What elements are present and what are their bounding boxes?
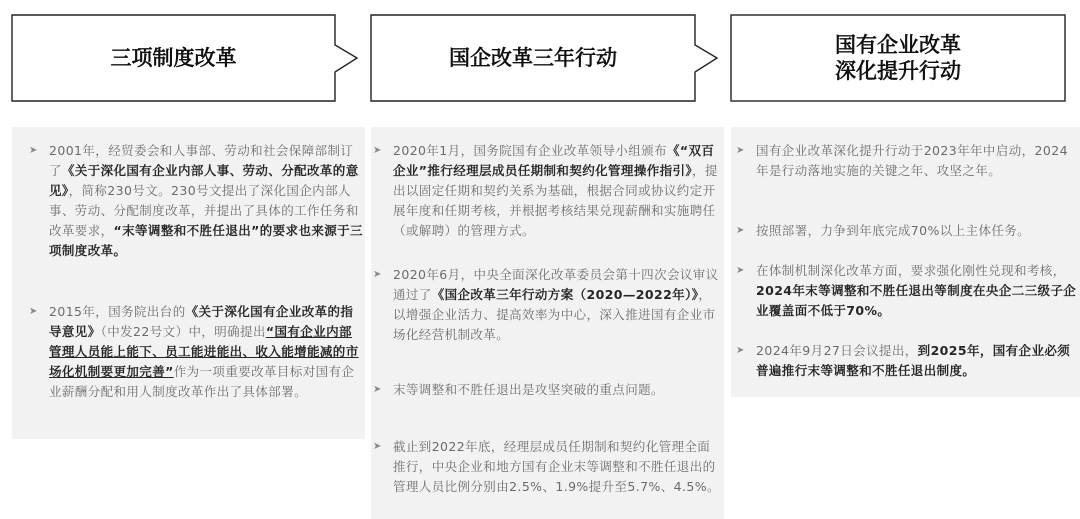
- triangle-bullet-icon: ➤: [373, 145, 382, 156]
- bullet-text-segment: 2024年9月27日会议提出，: [756, 343, 918, 358]
- bullet-text-emphasis: 2024年末等调整和不胜任退出等制度在央企二三级子企业覆盖面不低于70%。: [756, 283, 1077, 318]
- bullet-text-emphasis: 《国企改革三年行动方案（2020—2022年）》: [431, 287, 699, 302]
- bullet-text-segment: 2001年，经贸委会和人事部、劳动和社会保障部制订了: [49, 143, 354, 178]
- bullet-text-segment: 按照部署，力争到年底完成70%以上主体任务。: [756, 223, 1031, 238]
- bullet-text: [756, 261, 1078, 321]
- bullet-text-emphasis: “国有企业内部管理人员能上能下、员工能进能出、收入能增能减的市场化机制要更加完善”: [49, 324, 359, 379]
- bullet-text-emphasis: 《关于深化国有企业内部人事、劳动、分配改革的意见》: [49, 163, 359, 198]
- bullet-text-segment: 2020年1月，国务院国有企业改革领导小组颁布: [393, 143, 667, 158]
- bullet-text: [393, 141, 720, 241]
- triangle-bullet-icon: ➤: [736, 265, 745, 276]
- bullet-text-segment: ，提出以固定任期和契约关系为基础，根据合同或协议约定开展年度和任期考核，并根据考核结果兑现薪酬和实施聘任（或解聘）的管理方式。: [393, 163, 718, 238]
- bullet-text-segment: 2015年，国务院出台的: [49, 304, 186, 319]
- stage-2-title: 国企改革三年行动: [449, 46, 617, 70]
- triangle-bullet-icon: ➤: [373, 384, 382, 395]
- triangle-bullet-icon: ➤: [736, 225, 745, 236]
- column-3: [731, 0, 1080, 519]
- bullet-text-segment: （中发22号文）中，明确提出: [100, 324, 266, 339]
- column-2: [371, 0, 724, 519]
- bullet-text: [393, 265, 720, 345]
- bullet-text-segment: 国有企业改革深化提升行动于2023年年中启动，2024年是行动落地实施的关键之年、攻坚之年。: [756, 143, 1068, 178]
- bullet-text-emphasis: 到2025年，国有企业必须普遍推行末等调整和不胜任退出制度。: [756, 343, 1071, 378]
- bullet-text-segment: 2020年6月，中央全面深化改革委员会第十四次会议审议通过了: [393, 267, 719, 302]
- triangle-bullet-icon: ➤: [29, 145, 38, 156]
- bullet-text-segment: 作为一项重要改革目标对国有企业薪酬分配和用人制度改革作出了具体部署。: [49, 364, 355, 399]
- triangle-bullet-icon: ➤: [29, 306, 38, 317]
- bullet-text: [49, 302, 364, 402]
- bullet-text-segment: ，简称230号文。230号文提出了深化国企内部人事、劳动、分配制度改革，并提出了具体的工作任务和改革要求，: [49, 183, 359, 238]
- bullet-text-emphasis: 《关于深化国有企业改革的指导意见》: [49, 304, 354, 339]
- stage-1-title: 三项制度改革: [110, 46, 237, 70]
- bullet-text-segment: 在体制机制深化改革方面，要求强化刚性兑现和考核，: [756, 263, 1066, 278]
- bullet-text-segment: 截止到2022年底，经理层成员任期制和契约化管理全面推行，中央企业和地方国有企业末等调整和不胜任退出的管理人员比例分别由2.5%、1.9%提升至5.7%、4.5%。: [393, 439, 720, 494]
- bullet-text-emphasis: 《“双百企业”推行经理层成员任期制和契约化管理操作指引》: [393, 143, 715, 178]
- triangle-bullet-icon: ➤: [736, 145, 745, 156]
- bullet-text-segment: ，以增强企业活力、提高效率为中心，深入推进国有企业市场化经营机制改革。: [393, 287, 716, 342]
- bullet-text: [49, 141, 364, 261]
- bullet-text-segment: 末等调整和不胜任退出是攻坚突破的重点问题。: [393, 382, 664, 397]
- bullet-text: [756, 341, 1078, 381]
- bullet-text: [393, 380, 720, 400]
- column-1: [12, 0, 365, 519]
- bullet-text: [756, 141, 1078, 181]
- bullet-text: [393, 437, 720, 497]
- triangle-bullet-icon: ➤: [373, 269, 382, 280]
- triangle-bullet-icon: ➤: [373, 441, 382, 452]
- triangle-bullet-icon: ➤: [736, 345, 745, 356]
- bullet-text-emphasis: “末等调整和不胜任退出”的要求也来源于三项制度改革。: [49, 223, 363, 258]
- bullet-text: [756, 221, 1078, 241]
- stage-3-title: 国有企业改革 深化提升行动: [835, 33, 961, 83]
